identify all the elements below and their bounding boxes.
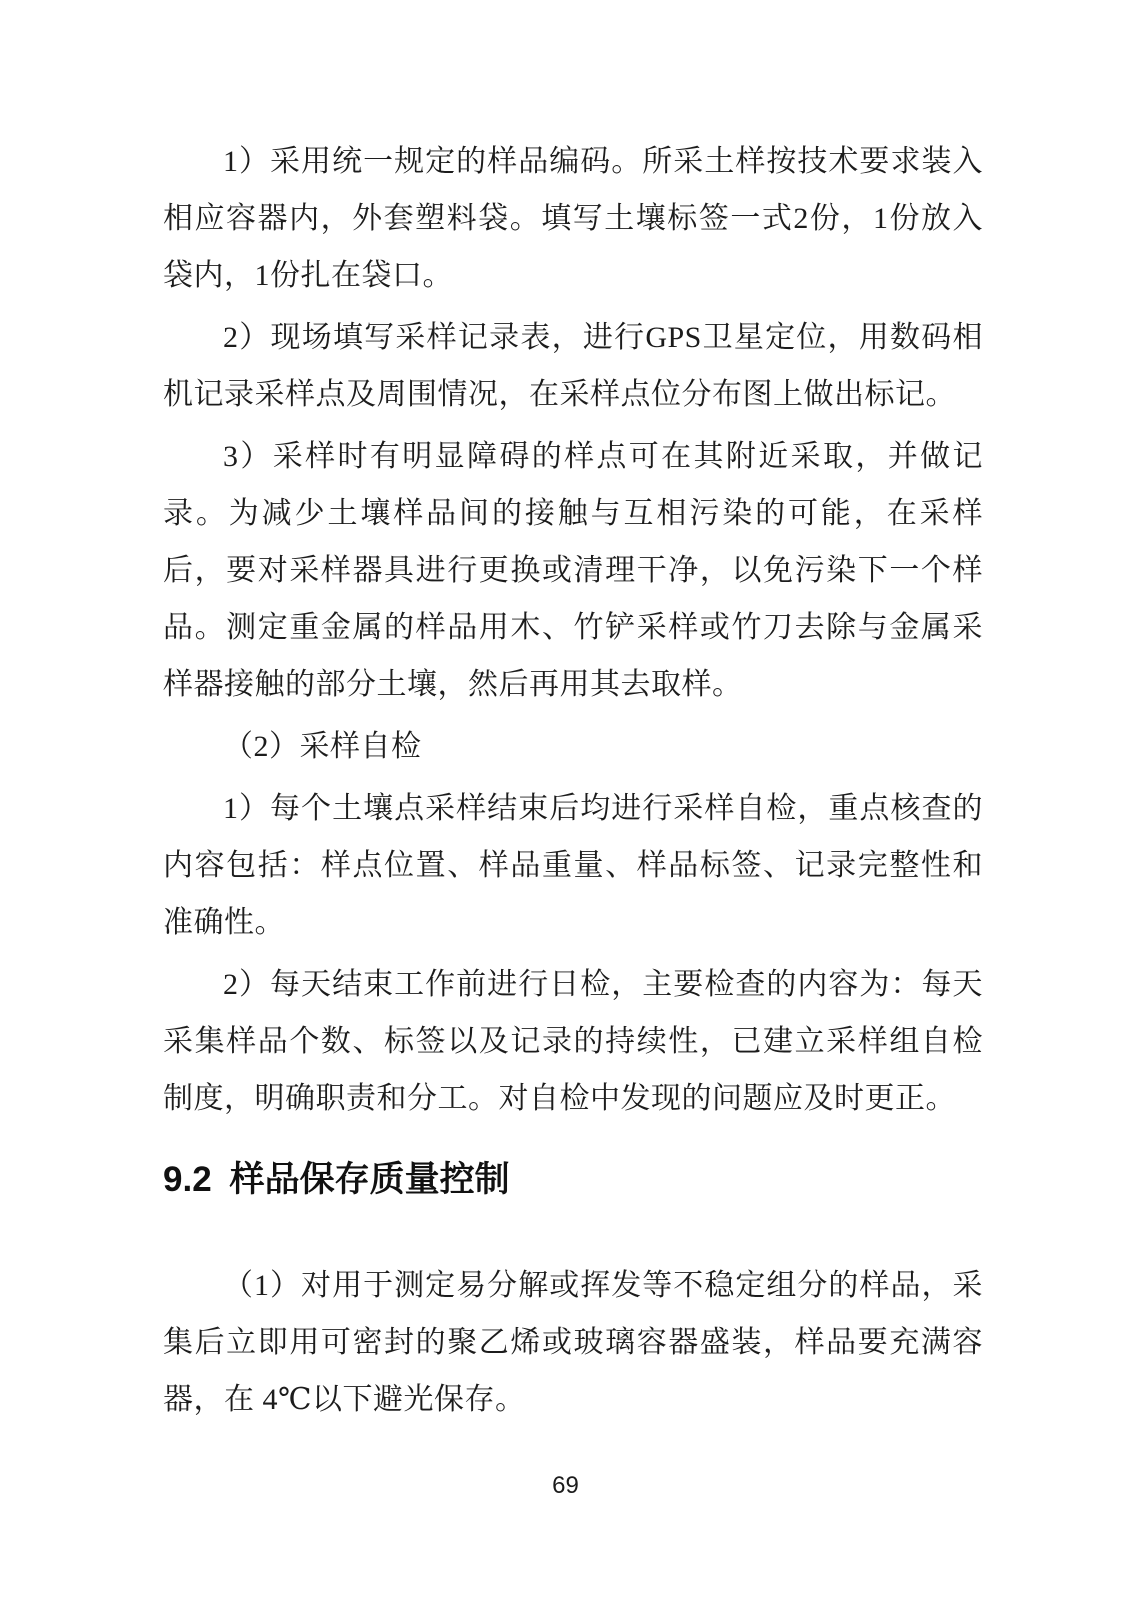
section-number: 9.2 [163, 1160, 212, 1199]
page-number: 69 [552, 1472, 579, 1499]
paragraph-daily-check: 2）每天结束工作前进行日检，主要检查的内容为：每天采集样品个数、标签以及记录的持续性，已建立采样组自检制度，明确职责和分工。对自检中发现的问题应及时更正。 [163, 968, 983, 1115]
paragraph-self-check-title: （2）采样自检 [223, 730, 422, 763]
section-title: 样品保存质量控制 [229, 1160, 510, 1199]
section-heading-9-2 [163, 1157, 983, 1203]
paragraph-obstacle-sampling: 3）采样时有明显障碍的样点可在其附近采取，并做记录。为减少土壤样品间的接触与互相污染的可能，在采样后，要对采样器具进行更换或清理干净，以免污染下一个样品。测定重金属的样品用木、竹铲采样或竹刀去除与金属采样器接触的部分土壤，然后再用其去取样。 [163, 440, 983, 701]
paragraph-storage-unstable-samples: （1）对用于测定易分解或挥发等不稳定组分的样品，采集后立即用可密封的聚乙烯或玻璃容器盛装，样品要充满容器，在 4℃以下避光保存。 [163, 1269, 983, 1416]
paragraph-self-check-items: 1）每个土壤点采样结束后均进行采样自检，重点核查的内容包括：样点位置、样品重量、样品标签、记录完整性和准确性。 [163, 792, 983, 939]
paragraph-sampling-record: 2）现场填写采样记录表，进行GPS卫星定位，用数码相机记录采样点及周围情况，在采样点位分布图上做出标记。 [163, 321, 983, 411]
paragraph-sample-coding: 1）采用统一规定的样品编码。所采土样按技术要求装入相应容器内，外套塑料袋。填写土壤标签一式2份，1份放入袋内，1份扎在袋口。 [163, 145, 983, 292]
page-content [163, 133, 983, 1433]
